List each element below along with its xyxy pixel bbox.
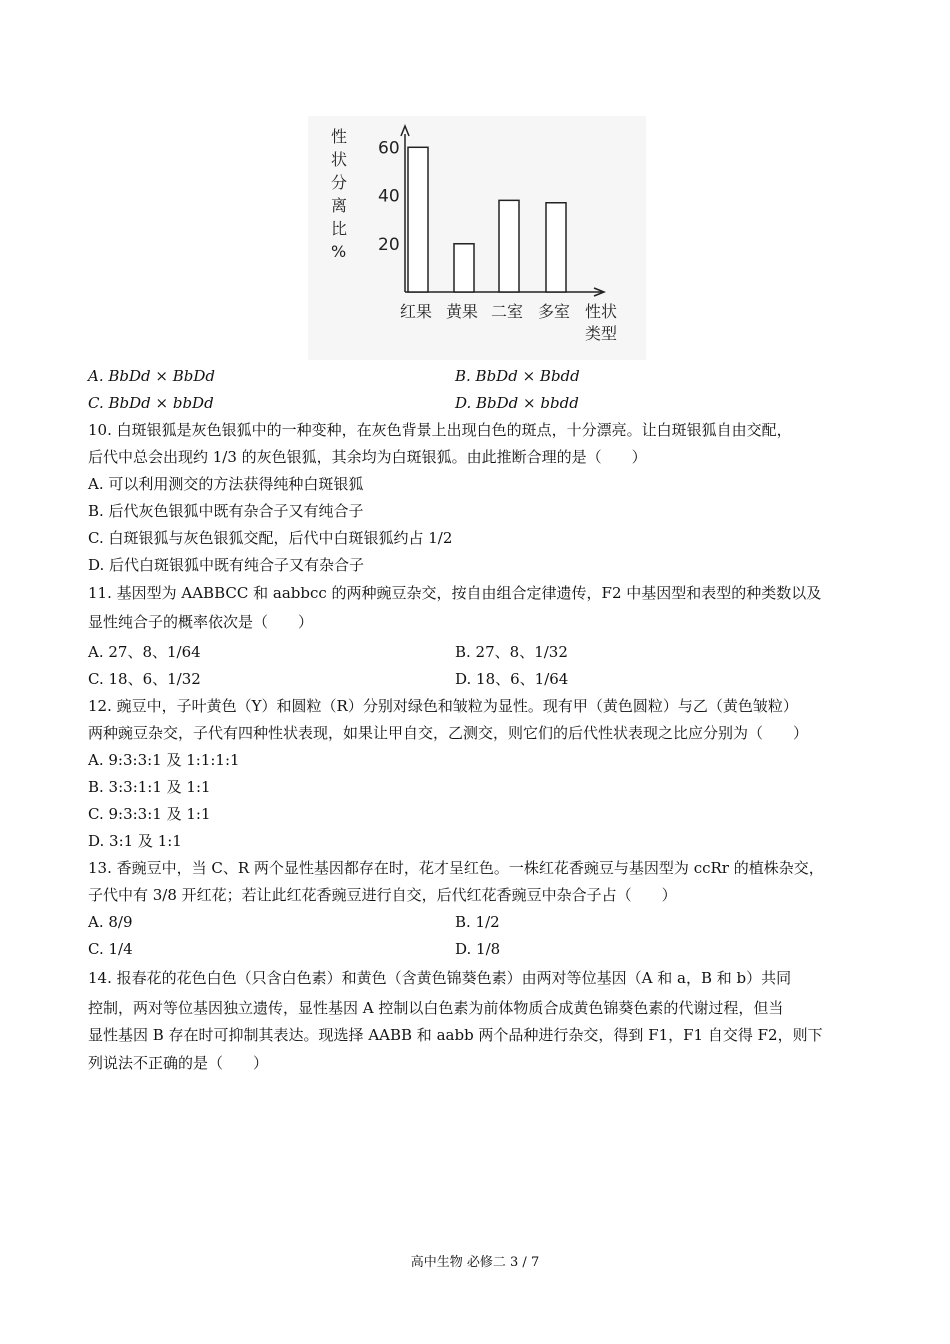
- q11-option-c: C. 18、6、1/32: [88, 670, 201, 688]
- q13-stem-line2: 子代中有 3/8 开红花；若让此红花香豌豆进行自交，后代红花香豌豆中杂合子占（ ）: [88, 886, 677, 904]
- x-category-label: 多室: [538, 302, 571, 321]
- q12-option-c: C. 9:3:3:1 及 1:1: [88, 805, 211, 823]
- q10-stem-line2: 后代中总会出现约 1/3 的灰色银狐，其余均为白斑银狐。由此推断合理的是（ ）: [88, 448, 647, 466]
- bar-2: [499, 200, 519, 292]
- q9-option-c: C. BbDd × bbDd: [88, 394, 214, 412]
- q14-stem-line1: 14. 报春花的花色白色（只含白色素）和黄色（含黄色锦葵色素）由两对等位基因（A 和 a，B 和 b）共同: [88, 969, 792, 987]
- q13-option-a: A. 8/9: [88, 913, 133, 931]
- bar-0: [408, 147, 428, 292]
- q9-option-d: D. BbDd × bbdd: [455, 394, 579, 412]
- q11-option-d: D. 18、6、1/64: [455, 670, 569, 688]
- q12-stem-line1: 12. 豌豆中，子叶黄色（Y）和圆粒（R）分别对绿色和皱粒为显性。现有甲（黄色圆粒）与乙（黄色皱粒）: [88, 697, 798, 715]
- q13-option-b: B. 1/2: [455, 913, 500, 931]
- trait-ratio-chart: [308, 116, 646, 360]
- q11-option-a: A. 27、8、1/64: [88, 643, 201, 661]
- q12-option-b: B. 3:3:1:1 及 1:1: [88, 778, 211, 796]
- y-axis-label-char: 比: [331, 219, 348, 238]
- q10-option-d: D. 后代白斑银狐中既有纯合子又有杂合子: [88, 556, 365, 574]
- y-axis-label-char: %: [331, 242, 347, 261]
- q9-option-b: B. BbDd × Bbdd: [455, 367, 580, 385]
- q10-stem-line1: 10. 白斑银狐是灰色银狐中的一种变种，在灰色背景上出现白色的斑点，十分漂亮。让白斑银狐自由交配，: [88, 421, 792, 439]
- q10-option-a: A. 可以利用测交的方法获得纯种白斑银狐: [88, 475, 364, 493]
- q11-stem-line1: 11. 基因型为 AABBCC 和 aabbcc 的两种豌豆杂交，按自由组合定律遗传，F2 中基因型和表型的种类数以及: [88, 584, 822, 602]
- q14-stem-line4: 列说法不正确的是（ ）: [88, 1054, 269, 1072]
- x-axis-label-line: 类型: [585, 324, 618, 343]
- q11-stem-line2: 显性纯合子的概率依次是（ ）: [88, 613, 314, 631]
- q13-option-c: C. 1/4: [88, 940, 133, 958]
- q12-option-a: A. 9:3:3:1 及 1:1:1:1: [88, 751, 240, 769]
- q11-option-b: B. 27、8、1/32: [455, 643, 568, 661]
- y-axis-label-char: 离: [331, 196, 348, 215]
- q13-option-d: D. 1/8: [455, 940, 501, 958]
- q13-stem-line1: 13. 香豌豆中，当 C、R 两个显性基因都存在时，花才呈红色。一株红花香豌豆与基因型为 ccRr 的植株杂交，: [88, 859, 824, 877]
- q10-option-b: B. 后代灰色银狐中既有杂合子又有纯合子: [88, 502, 364, 520]
- y-axis-label-char: 性: [331, 127, 348, 146]
- q12-option-d: D. 3:1 及 1:1: [88, 832, 182, 850]
- page-footer: 高中生物 必修二 3 / 7: [410, 1255, 540, 1270]
- q9-option-a: A. BbDd × BbDd: [88, 367, 215, 385]
- bar-1: [454, 244, 474, 292]
- q10-option-c: C. 白斑银狐与灰色银狐交配，后代中白斑银狐约占 1/2: [88, 529, 453, 547]
- x-category-label: 二室: [491, 302, 524, 321]
- bar-3: [546, 203, 566, 292]
- y-axis-label-char: 状: [331, 150, 348, 169]
- q12-stem-line2: 两种豌豆杂交，子代有四种性状表现，如果让甲自交，乙测交，则它们的后代性状表现之比应分别为（ ）: [88, 724, 809, 742]
- y-tick-label: 40: [378, 186, 400, 207]
- y-axis-label-char: 分: [331, 173, 348, 192]
- y-tick-label: 20: [378, 234, 400, 255]
- q14-stem-line3: 显性基因 B 存在时可抑制其表达。现选择 AABB 和 aabb 两个品种进行杂交，得到 F1，F1 自交得 F2，则下: [88, 1026, 823, 1044]
- x-axis-label-line: 性状: [585, 302, 618, 321]
- x-category-label: 黄果: [446, 302, 479, 321]
- q14-stem-line2: 控制，两对等位基因独立遗传，显性基因 A 控制以白色素为前体物质合成黄色锦葵色素的代谢过程，但当: [88, 999, 784, 1017]
- bar-chart-svg: [308, 116, 646, 360]
- x-category-label: 红果: [400, 302, 433, 321]
- y-tick-label: 60: [378, 138, 400, 159]
